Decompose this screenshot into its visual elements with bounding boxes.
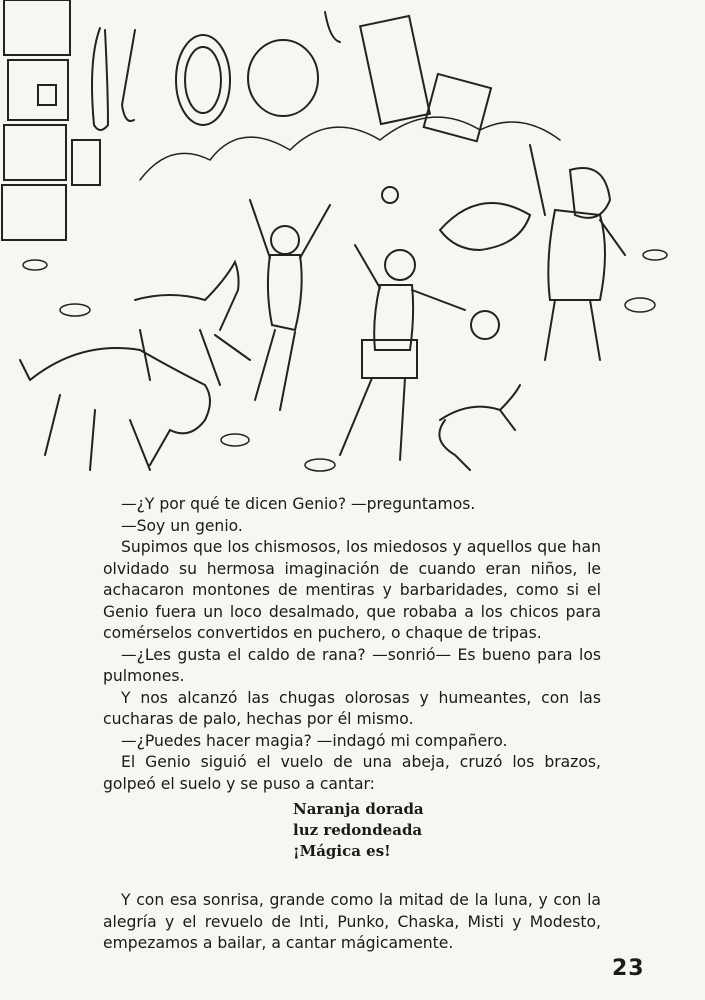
closing-paragraph: Y con esa sonrisa, grande como la mitad de la luna, y con la alegría y el revuelo de Inti, Punko, Chaska, Misti y Modesto, empezamos a bailar, a cantar mágicamente. [103, 891, 601, 952]
paragraph: El Genio siguió el vuelo de una abeja, cruzó los brazos, golpeó el suelo y se puso a cantar: [103, 753, 601, 793]
stone-wall [2, 0, 100, 240]
page-number: 23 [612, 956, 645, 981]
verse-line: ¡Mágica es! [293, 842, 391, 860]
boy-jumping [250, 200, 330, 410]
verse-line: luz redondeada [293, 821, 423, 839]
paragraph: Supimos que los chismosos, los miedosos y aquellos que han olvidado su hermosa imaginación de cuando eran niños, le achacaron montones de mentiras y barbaridades, como si el Genio fuera un loco desalmado, que robaba a los chicos para comérselos convertidos en puchero, o chaque de tripas. [103, 538, 601, 642]
story-illustration [0, 0, 705, 480]
hanging-utensils [92, 12, 491, 141]
foliage [140, 117, 560, 180]
story-text [103, 494, 601, 955]
dog-small [439, 385, 520, 470]
dialogue-line: —¿Les gusta el caldo de rana? —sonrió— Es bueno para los pulmones. [103, 645, 601, 685]
fish-shape [440, 203, 530, 250]
dog-left [20, 348, 210, 470]
dialogue-line: —¿Puedes hacer magia? —indagó mi compañero. [121, 731, 508, 750]
paragraph: Y nos alcanzó las chugas olorosas y humeantes, con las cucharas de palo, hechas por él mismo. [103, 688, 601, 728]
dialogue-line: —Soy un genio. [121, 516, 243, 535]
boy-with-ball [340, 187, 499, 460]
ground-stones [23, 250, 667, 471]
dog-middle [135, 262, 250, 385]
genie-figure [530, 145, 625, 360]
song-verse [103, 799, 601, 862]
verse-line: Naranja dorada [293, 800, 424, 818]
dialogue-line: —¿Y por qué te dicen Genio? —preguntamos. [121, 495, 476, 513]
